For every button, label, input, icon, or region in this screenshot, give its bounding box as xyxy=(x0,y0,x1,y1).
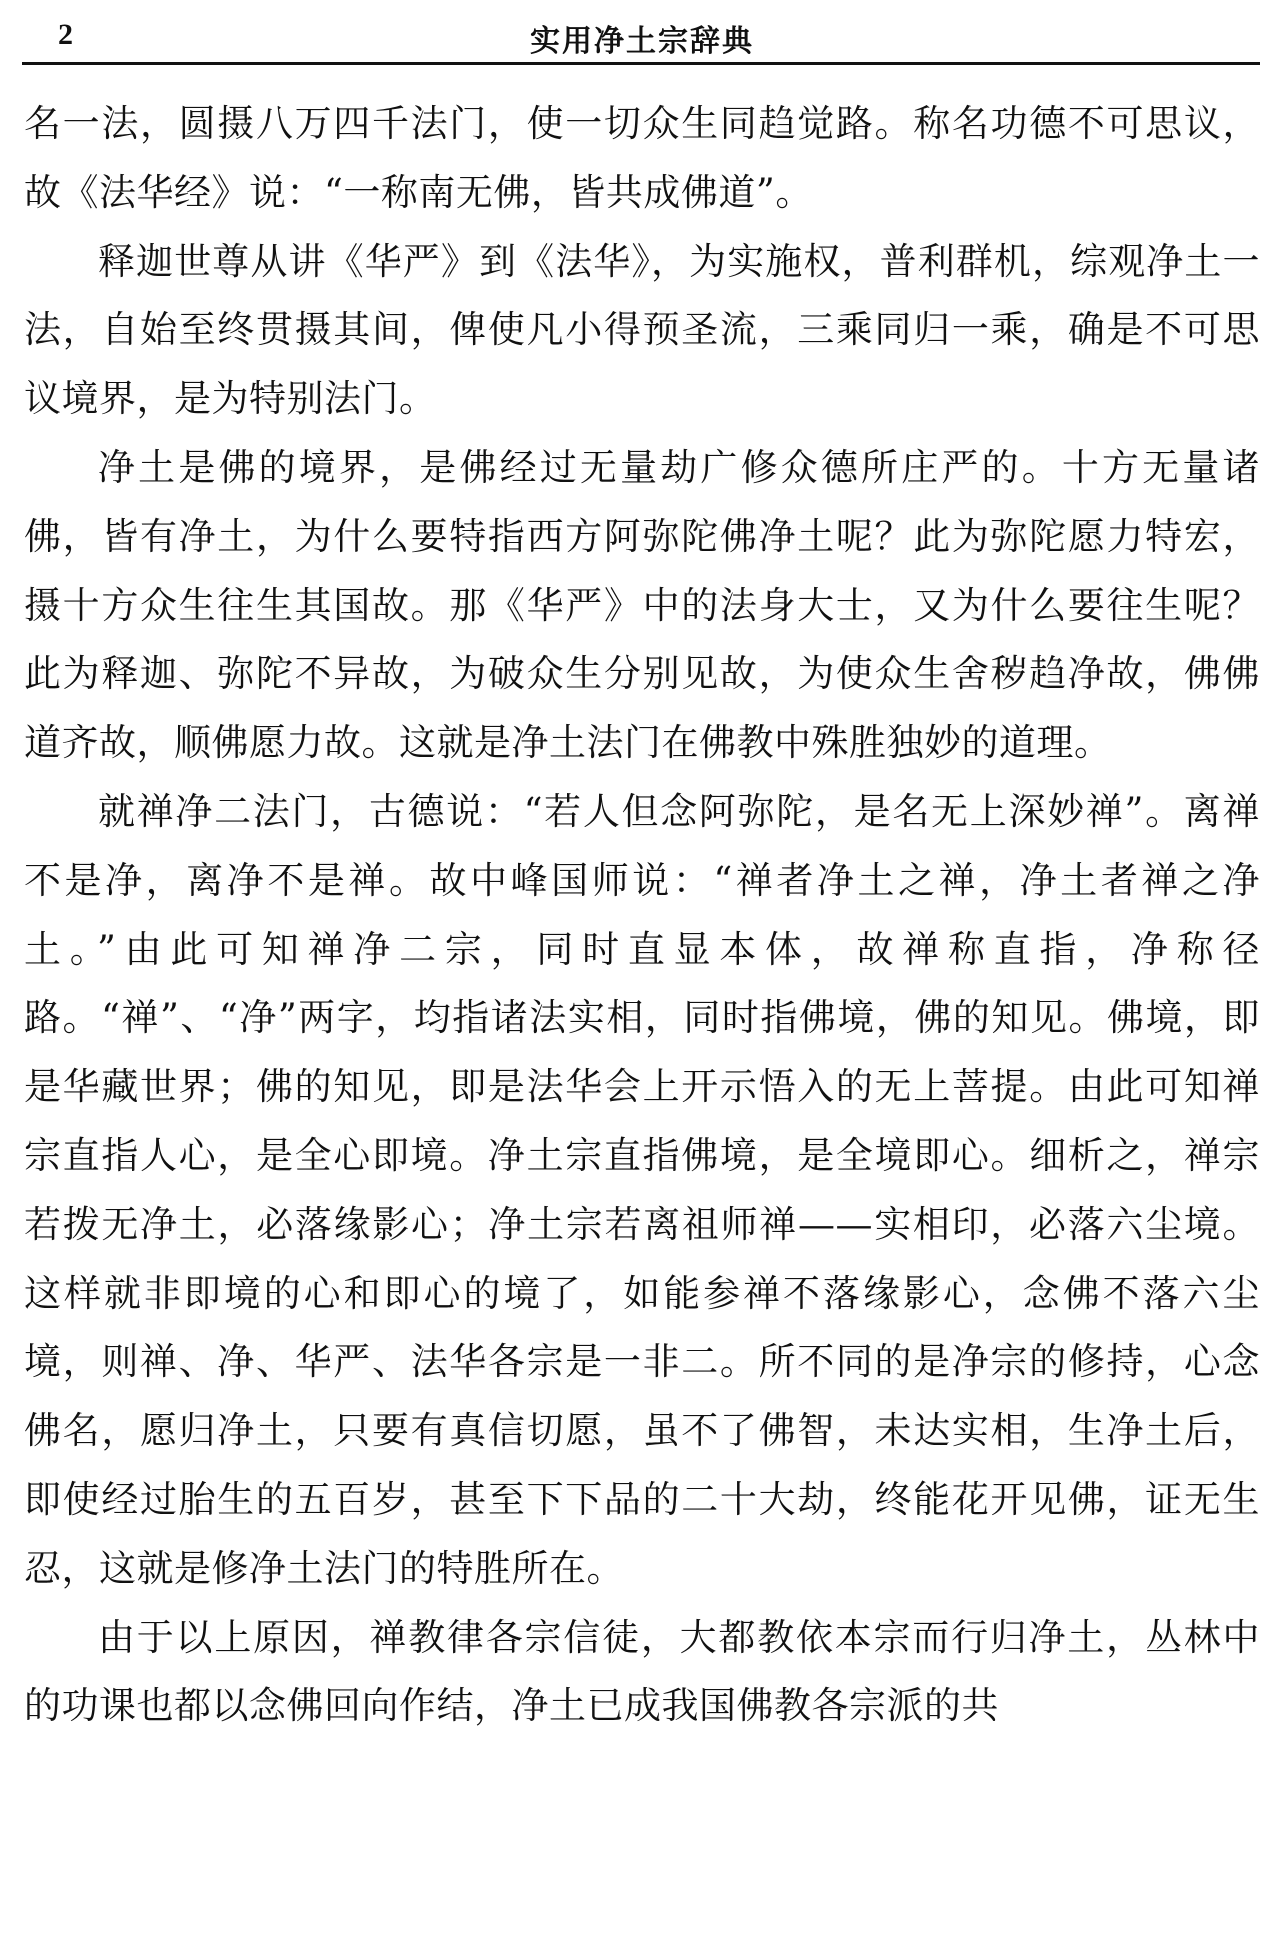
header-rule xyxy=(22,62,1260,65)
body-text xyxy=(24,90,1260,1741)
paragraph-3: 净土是佛的境界，是佛经过无量劫广修众德所庄严的。十方无量诸佛，皆有净土，为什么要特指西方阿弥陀佛净土呢？此为弥陀愿力特宏，摄十方众生往生其国故。那《华严》中的法身大士，又为什么要往生呢？此为释迦、弥陀不异故，为破众生分别见故，为使众生舍秽趋净故，佛佛道齐故，顺佛愿力故。这就是净土法门在佛教中殊胜独妙的道理。 xyxy=(24,445,1260,765)
paragraph-1: 名一法，圆摄八万四千法门，使一切众生同趋觉路。称名功德不可思议，故《法华经》说：“一称南无佛，皆共成佛道”。 xyxy=(24,102,1260,214)
paragraph-4: 就禅净二法门，古德说：“若人但念阿弥陀，是名无上深妙禅”。离禅不是净，离净不是禅。故中峰国师说：“禅者净土之禅，净土者禅之净土。”由此可知禅净二宗，同时直显本体，故禅称直指，净称径路。“禅”、“净”两字，均指诸法实相，同时指佛境，佛的知见。佛境，即是华藏世界；佛的知见，即是法华会上开示悟入的无上菩提。由此可知禅宗直指人心，是全心即境。净土宗直指佛境，是全境即心。细析之，禅宗若拨无净土，必落缘影心；净土宗若离祖师禅——实相印，必落六尘境。这样就非即境的心和即心的境了，如能参禅不落缘影心，念佛不落六尘境，则禅、净、华严、法华各宗是一非二。所不同的是净宗的修持，心念佛名，愿归净土，只要有真信切愿，虽不了佛智，未达实相，生净土后，即使经过胎生的五百岁，甚至下下品的二十大劫，终能花开见佛，证无生忍，这就是修净土法门的特胜所在。 xyxy=(24,789,1260,1590)
paragraph-2: 释迦世尊从讲《华严》到《法华》，为实施权，普利群机，综观净土一法，自始至终贯摄其间，俾使凡小得预圣流，三乘同归一乘，确是不可思议境界，是为特别法门。 xyxy=(24,239,1260,421)
page-header xyxy=(22,8,1262,58)
page-number: 2 xyxy=(58,18,73,51)
paragraph-5: 由于以上原因，禅教律各宗信徒，大都教依本宗而行归净土，丛林中的功课也都以念佛回向作结，净土已成我国佛教各宗派的共 xyxy=(24,1615,1260,1728)
running-title: 实用净土宗辞典 xyxy=(530,24,754,59)
